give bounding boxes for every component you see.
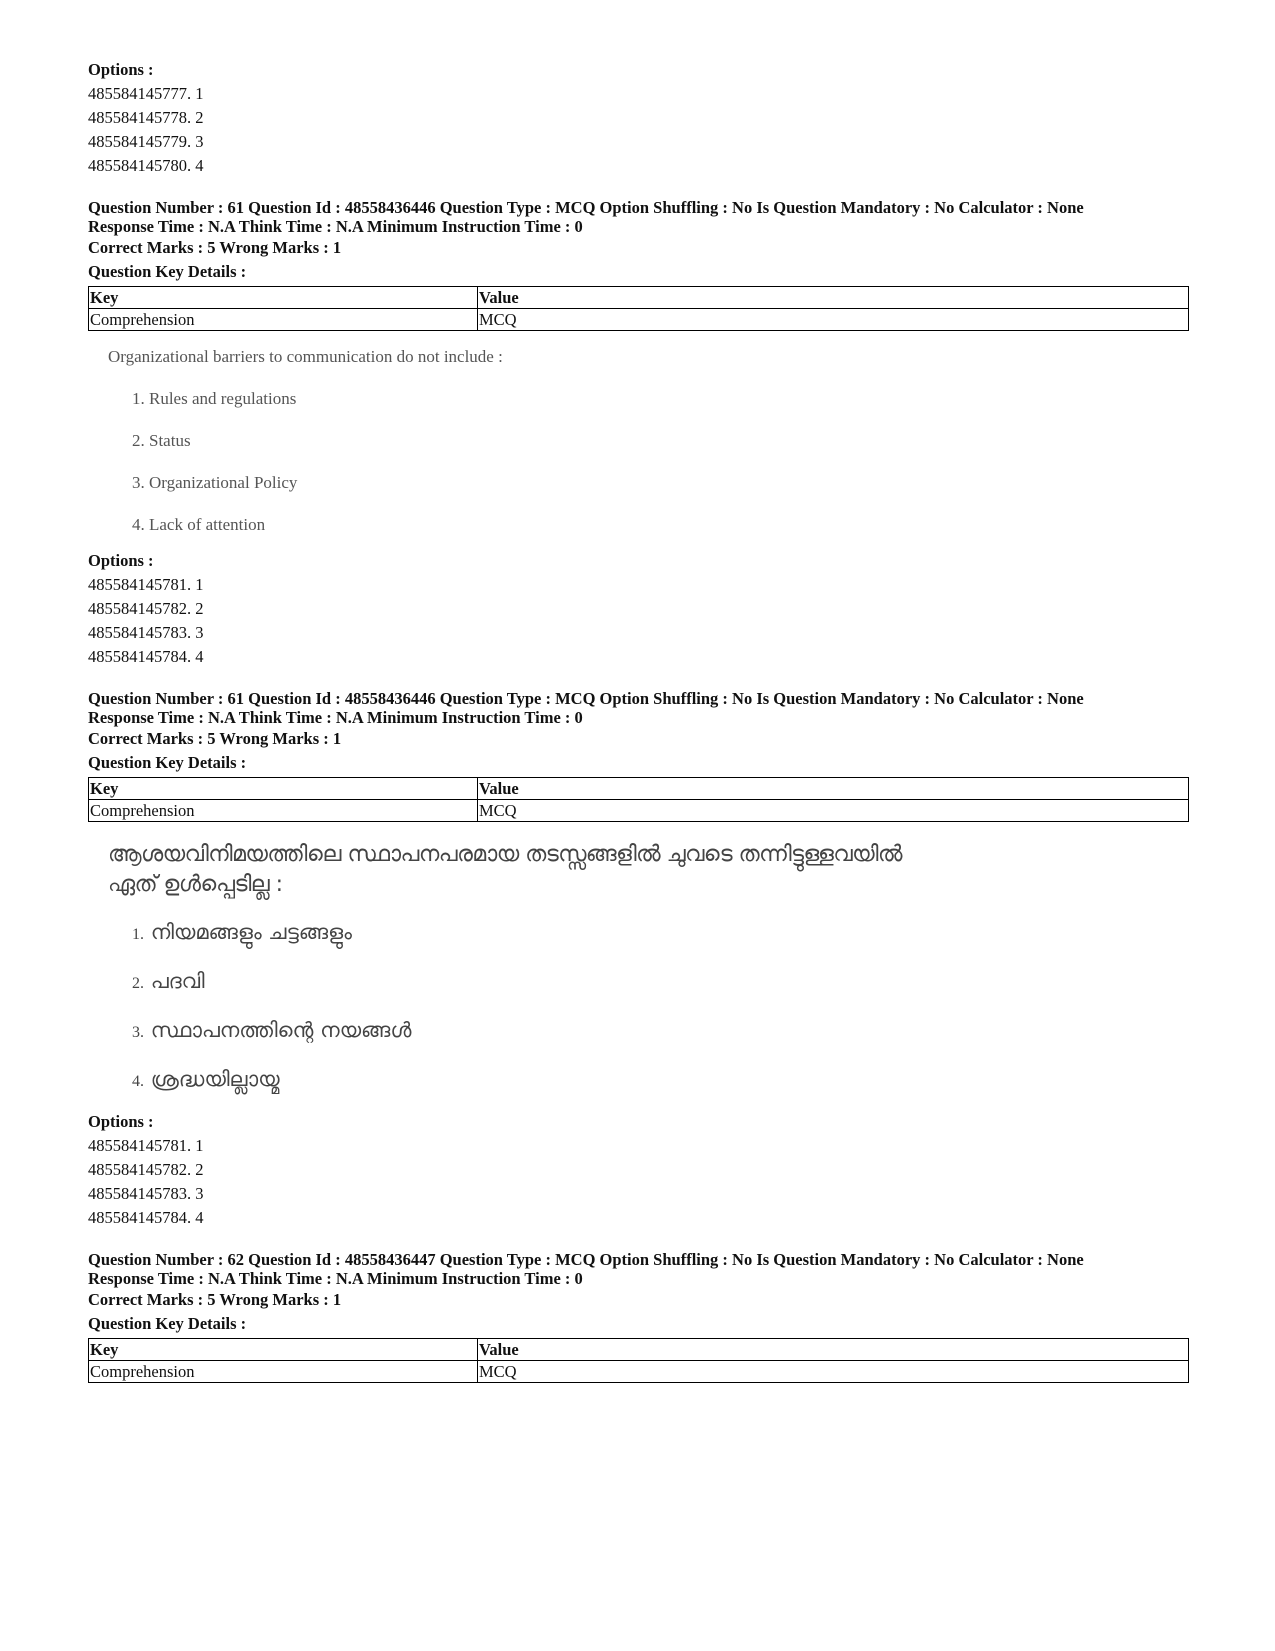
table-cell-key: Comprehension bbox=[89, 309, 478, 331]
options-label: Options : bbox=[88, 60, 154, 79]
table-cell-value: MCQ bbox=[478, 309, 1189, 331]
question-choice: 2. Status bbox=[132, 431, 191, 450]
option-item: 485584145782. 2 bbox=[88, 599, 204, 618]
table-cell-value: MCQ bbox=[478, 800, 1189, 822]
table-header-key: Key bbox=[89, 778, 478, 800]
marks-line: Correct Marks : 5 Wrong Marks : 1 bbox=[88, 1290, 342, 1309]
table-header-value: Value bbox=[478, 778, 1189, 800]
table-header-value: Value bbox=[478, 1339, 1189, 1361]
question-choice: 4. Lack of attention bbox=[132, 515, 266, 534]
option-item: 485584145784. 4 bbox=[88, 647, 204, 666]
choice-number: 4. bbox=[132, 1073, 144, 1090]
question-text-line2: ഏത് ഉൾപ്പെടില്ല : bbox=[108, 872, 283, 897]
question-choice bbox=[132, 918, 1188, 949]
key-details-label: Question Key Details : bbox=[88, 753, 247, 772]
option-item: 485584145781. 1 bbox=[88, 1136, 204, 1155]
question-meta-line1: Question Number : 62 Question Id : 48558436447 Question Type : MCQ Option Shuffling : No Is Question Mandatory : No Calculator : None bbox=[88, 1250, 1084, 1269]
table-header-key: Key bbox=[89, 287, 478, 309]
choice-number: 3. bbox=[132, 1024, 144, 1041]
question-block-62 bbox=[88, 1250, 1188, 1383]
marks-line: Correct Marks : 5 Wrong Marks : 1 bbox=[88, 729, 342, 748]
question-meta-line1: Question Number : 61 Question Id : 48558436446 Question Type : MCQ Option Shuffling : No Is Question Mandatory : No Calculator : None bbox=[88, 689, 1084, 708]
question-image-english bbox=[108, 347, 1188, 535]
choice-text: ശ്രദ്ധയില്ലായ്മ bbox=[150, 1067, 280, 1091]
option-item: 485584145783. 3 bbox=[88, 1184, 204, 1203]
options-block-0 bbox=[88, 58, 1188, 178]
question-choice: 1. Rules and regulations bbox=[132, 389, 297, 408]
option-item: 485584145777. 1 bbox=[88, 84, 204, 103]
option-item: 485584145780. 4 bbox=[88, 156, 204, 175]
key-details-table bbox=[88, 286, 1189, 331]
key-details-label: Question Key Details : bbox=[88, 262, 247, 281]
table-cell-value: MCQ bbox=[478, 1361, 1189, 1383]
question-text: Organizational barriers to communication do not include : bbox=[108, 347, 503, 366]
options-label: Options : bbox=[88, 551, 154, 570]
question-choice bbox=[132, 1016, 1188, 1047]
option-item: 485584145779. 3 bbox=[88, 132, 204, 151]
table-cell-key: Comprehension bbox=[89, 800, 478, 822]
question-block-61-en bbox=[88, 198, 1188, 669]
choice-number: 2. bbox=[132, 975, 144, 992]
question-meta-line2: Response Time : N.A Think Time : N.A Minimum Instruction Time : 0 bbox=[88, 1269, 583, 1288]
question-meta-line1: Question Number : 61 Question Id : 48558436446 Question Type : MCQ Option Shuffling : No Is Question Mandatory : No Calculator : None bbox=[88, 198, 1084, 217]
question-choice bbox=[132, 1065, 1188, 1096]
option-item: 485584145778. 2 bbox=[88, 108, 204, 127]
choice-text: നിയമങ്ങളും ചട്ടങ്ങളും bbox=[150, 920, 352, 944]
question-meta-line2: Response Time : N.A Think Time : N.A Minimum Instruction Time : 0 bbox=[88, 217, 583, 236]
option-item: 485584145781. 1 bbox=[88, 575, 204, 594]
question-text-line1: ആശയവിനിമയത്തിലെ സ്ഥാപനപരമായ തടസ്സങ്ങളിൽ ചുവടെ തന്നിട്ടുള്ളവയിൽ bbox=[108, 842, 903, 867]
question-choice: 3. Organizational Policy bbox=[132, 473, 298, 492]
option-item: 485584145783. 3 bbox=[88, 623, 204, 642]
option-item: 485584145782. 2 bbox=[88, 1160, 204, 1179]
choice-text: സ്ഥാപനത്തിന്റെ നയങ്ങൾ bbox=[150, 1018, 412, 1042]
table-cell-key: Comprehension bbox=[89, 1361, 478, 1383]
option-item: 485584145784. 4 bbox=[88, 1208, 204, 1227]
question-meta-line2: Response Time : N.A Think Time : N.A Minimum Instruction Time : 0 bbox=[88, 708, 583, 727]
question-choice bbox=[132, 967, 1188, 998]
key-details-label: Question Key Details : bbox=[88, 1314, 247, 1333]
marks-line: Correct Marks : 5 Wrong Marks : 1 bbox=[88, 238, 342, 257]
choice-number: 1. bbox=[132, 926, 144, 943]
key-details-table bbox=[88, 777, 1189, 822]
question-block-61-ml bbox=[88, 689, 1188, 1230]
document-page bbox=[88, 58, 1188, 1383]
key-details-table bbox=[88, 1338, 1189, 1383]
options-label: Options : bbox=[88, 1112, 154, 1131]
table-header-value: Value bbox=[478, 287, 1189, 309]
table-header-key: Key bbox=[89, 1339, 478, 1361]
question-image-malayalam bbox=[108, 840, 1188, 1096]
choice-text: പദവി bbox=[150, 969, 205, 993]
